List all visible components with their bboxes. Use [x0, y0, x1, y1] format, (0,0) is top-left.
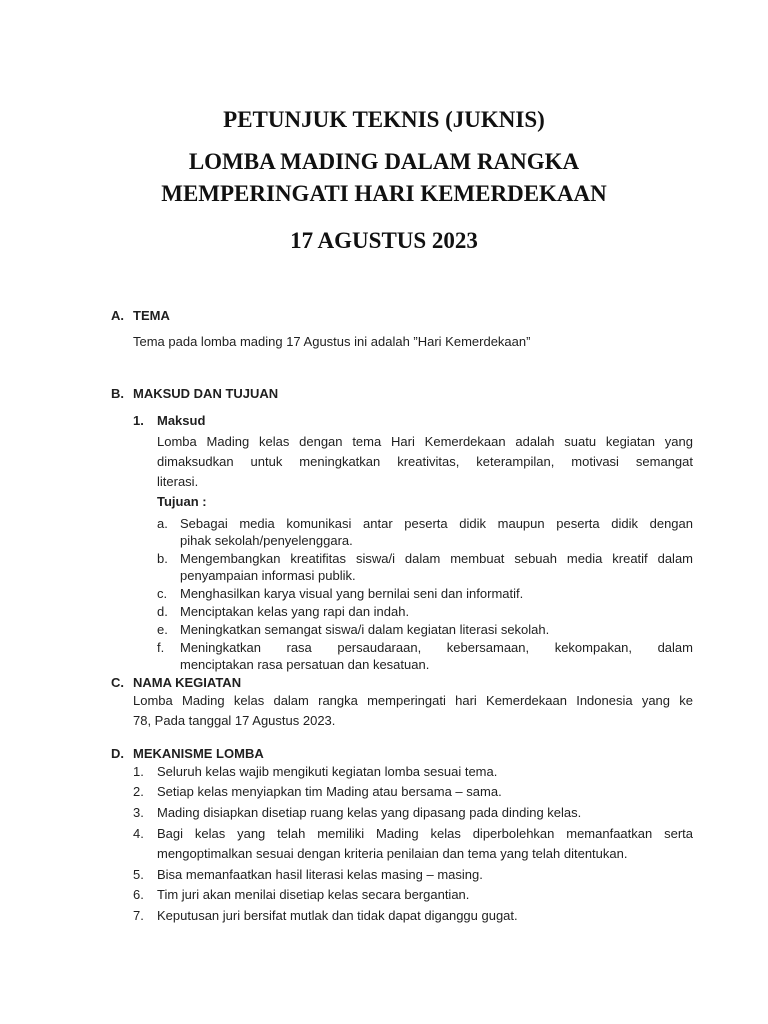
maksud-line: dimaksudkan untuk meningkatkan kreativitas, keterampilan, motivasi semangat: [157, 454, 693, 469]
section-c-line: Lomba Mading kelas dalam rangka memperingati hari Kemerdekaan Indonesia yang ke: [133, 693, 693, 708]
tujuan-heading: Tujuan :: [157, 494, 207, 509]
tujuan-item-line: Mengembangkan kreatifitas siswa/i dalam membuat sebuah media kreatif dalam: [180, 551, 693, 566]
document-title: PETUNJUK TEKNIS (JUKNIS): [223, 107, 545, 132]
mekanisme-item-line: Seluruh kelas wajib mengikuti kegiatan lomba sesuai tema.: [157, 764, 498, 779]
tujuan-item-marker: d.: [157, 604, 168, 619]
mekanisme-item-line: Mading disiapkan disetiap ruang kelas yang dipasang pada dinding kelas.: [157, 805, 582, 820]
document-subtitle-line2: MEMPERINGATI HARI KEMERDEKAAN: [161, 181, 607, 206]
mekanisme-item-marker: 3.: [133, 805, 144, 820]
document-date: 17 AGUSTUS 2023: [290, 228, 478, 253]
mekanisme-item-marker: 1.: [133, 764, 144, 779]
tujuan-item-line: penyampaian informasi publik.: [180, 568, 356, 583]
section-d-heading: MEKANISME LOMBA: [133, 746, 264, 761]
mekanisme-item-line: Tim juri akan menilai disetiap kelas secara bergantian.: [157, 887, 470, 902]
tujuan-item-marker: a.: [157, 516, 168, 531]
section-a-heading: TEMA: [133, 308, 170, 323]
section-d-marker: D.: [111, 746, 124, 761]
maksud-marker: 1.: [133, 413, 144, 428]
tujuan-item-marker: b.: [157, 551, 168, 566]
tujuan-item-line: Menciptakan kelas yang rapi dan indah.: [180, 604, 410, 619]
section-a-text: Tema pada lomba mading 17 Agustus ini adalah ”Hari Kemerdekaan”: [133, 334, 531, 349]
tujuan-item-line: Meningkatkan semangat siswa/i dalam kegiatan literasi sekolah.: [180, 622, 550, 637]
mekanisme-item-line: Bisa memanfaatkan hasil literasi kelas masing – masing.: [157, 867, 483, 882]
tujuan-item-line: Menghasilkan karya visual yang bernilai seni dan informatif.: [180, 586, 524, 601]
section-c-marker: C.: [111, 675, 124, 690]
section-c-line: 78, Pada tanggal 17 Agustus 2023.: [133, 713, 336, 728]
tujuan-item-line: Meningkatkan rasa persaudaraan, kebersamaan, kekompakan, dalam: [180, 640, 693, 655]
tujuan-item-line: pihak sekolah/penyelenggara.: [180, 533, 353, 548]
maksud-heading: Maksud: [157, 413, 206, 428]
maksud-line: literasi.: [157, 474, 199, 489]
mekanisme-item-marker: 2.: [133, 784, 144, 799]
mekanisme-item-line: mengoptimalkan sesuai dengan kriteria penilaian dan tema yang telah ditentukan.: [157, 846, 628, 861]
tujuan-item-line: menciptakan rasa persatuan dan kesatuan.: [180, 657, 430, 672]
tujuan-item-line: Sebagai media komunikasi antar peserta didik maupun peserta didik dengan: [180, 516, 693, 531]
section-b-heading: MAKSUD DAN TUJUAN: [133, 386, 279, 401]
document-subtitle-line1: LOMBA MADING DALAM RANGKA: [188, 149, 580, 174]
mekanisme-item-marker: 5.: [133, 867, 144, 882]
mekanisme-item-marker: 6.: [133, 887, 144, 902]
mekanisme-item-line: Keputusan juri bersifat mutlak dan tidak dapat diganggu gugat.: [157, 908, 518, 923]
tujuan-item-marker: f.: [157, 640, 165, 655]
tujuan-item-marker: e.: [157, 622, 168, 637]
tujuan-item-marker: c.: [157, 586, 168, 601]
mekanisme-item-marker: 7.: [133, 908, 144, 923]
section-b-marker: B.: [111, 386, 124, 401]
mekanisme-item-line: Bagi kelas yang telah memiliki Mading kelas diperbolehkan memanfaatkan serta: [157, 826, 693, 841]
mekanisme-item-line: Setiap kelas menyiapkan tim Mading atau bersama – sama.: [157, 784, 502, 799]
section-a-marker: A.: [111, 308, 124, 323]
mekanisme-item-marker: 4.: [133, 826, 144, 841]
maksud-line: Lomba Mading kelas dengan tema Hari Kemerdekaan adalah suatu kegiatan yang: [157, 434, 693, 449]
section-c-heading: NAMA KEGIATAN: [133, 675, 242, 690]
